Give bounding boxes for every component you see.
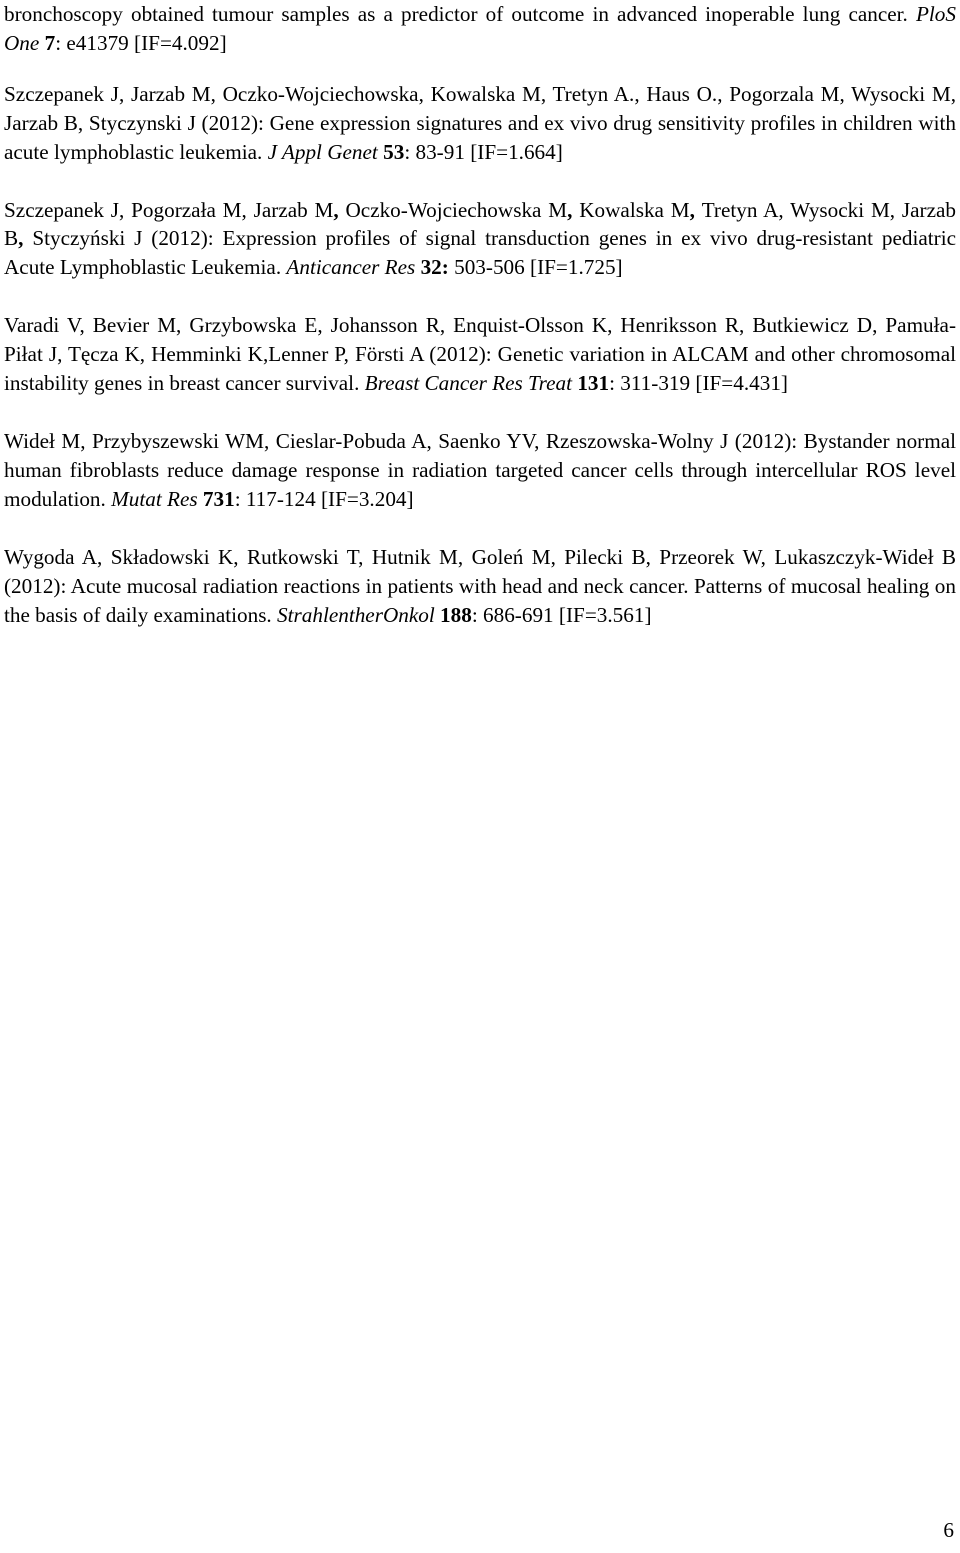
page-number: 6 — [943, 1518, 954, 1542]
journal-volume: 188 — [440, 602, 472, 627]
journal-name: Breast Cancer Res Treat — [364, 371, 573, 396]
journal-name: J Appl Genet — [267, 139, 378, 164]
reference-text: Wideł M, Przybyszewski WM, Cieslar-Pobuda A, Saenko YV, Rzeszowska-Wolny J (2012): Bystander normal human fibroblasts reduce damage response in radiation targeted cancer cells through intercellular ROS level modulation. — [4, 428, 956, 511]
journal-name: Anticancer Res — [286, 255, 416, 280]
journal-name: Mutat Res — [111, 486, 198, 511]
journal-volume: 32: — [420, 255, 449, 280]
journal-volume: 731 — [202, 486, 235, 511]
journal-pages: : 117-124 [IF=3.204] — [234, 486, 414, 511]
reference-text: Varadi V, Bevier M, Grzybowska E, Johansson R, Enquist-Olsson K, Henriksson R, Butkiewicz D, Pamuła-Piłat J, Tęcza K, Hemminki K,Lenner P, Försti A (2012): Genetic variation in ALCAM and other chromosomal instability genes in breast cancer survival. — [4, 313, 956, 396]
author-separator: , — [567, 197, 580, 222]
journal-name: PloS One — [4, 2, 956, 55]
journal-pages: : 686-691 [IF=3.561] — [471, 602, 652, 627]
reference-entry — [4, 427, 956, 514]
journal-volume: 53 — [383, 139, 405, 164]
journal-pages: : 311-319 [IF=4.431] — [609, 371, 788, 396]
reference-authors-1: Szczepanek J, Pogorzała M, Jarzab M — [4, 197, 334, 222]
reference-entry — [4, 0, 956, 58]
reference-text: Styczyński J (2012): Expression profiles of signal transduction genes in ex vivo drug-resistant pediatric Acute Lymphoblastic Leukemia. — [4, 226, 957, 280]
reference-entry — [4, 196, 956, 283]
reference-entry — [4, 311, 956, 398]
journal-name: StrahlentherOnkol — [277, 602, 435, 627]
journal-volume: 131 — [577, 371, 610, 396]
author-separator: , — [333, 197, 346, 222]
reference-authors-3: Kowalska M — [579, 197, 690, 222]
reference-entry — [4, 80, 956, 167]
journal-pages: : e41379 [IF=4.092] — [55, 30, 227, 55]
journal-volume: 7 — [44, 30, 56, 55]
reference-list — [4, 0, 956, 629]
author-separator: , — [689, 197, 702, 222]
reference-text: Szczepanek J, Jarzab M, Oczko-Wojciechowska, Kowalska M, Tretyn A., Haus O., Pogorzala M, Wysocki M, Jarzab B, Styczynski J (2012): Gene expression signatures and ex vivo drug sensitivity profiles in children with acute lymphoblastic leukemia. — [4, 81, 956, 164]
reference-text: Wygoda A, Składowski K, Rutkowski T, Hutnik M, Goleń M, Pilecki B, Przeorek W, Lukaszczyk-Wideł B (2012): Acute mucosal radiation reactions in patients with head and neck cancer. Patterns of mucosal healing on the basis of daily examinations. — [4, 544, 956, 627]
reference-authors-4: Tretyn A, Wysocki M, Jarzab B — [4, 197, 957, 251]
author-separator: , — [18, 226, 33, 251]
reference-authors-2: Oczko-Wojciechowska M — [345, 197, 568, 222]
reference-entry — [4, 543, 956, 630]
journal-pages: 503-506 [IF=1.725] — [448, 255, 623, 280]
journal-pages: : 83-91 [IF=1.664] — [404, 139, 563, 164]
reference-text: bronchoscopy obtained tumour samples as a predictor of outcome in advanced inoperable lung cancer. — [4, 2, 916, 26]
